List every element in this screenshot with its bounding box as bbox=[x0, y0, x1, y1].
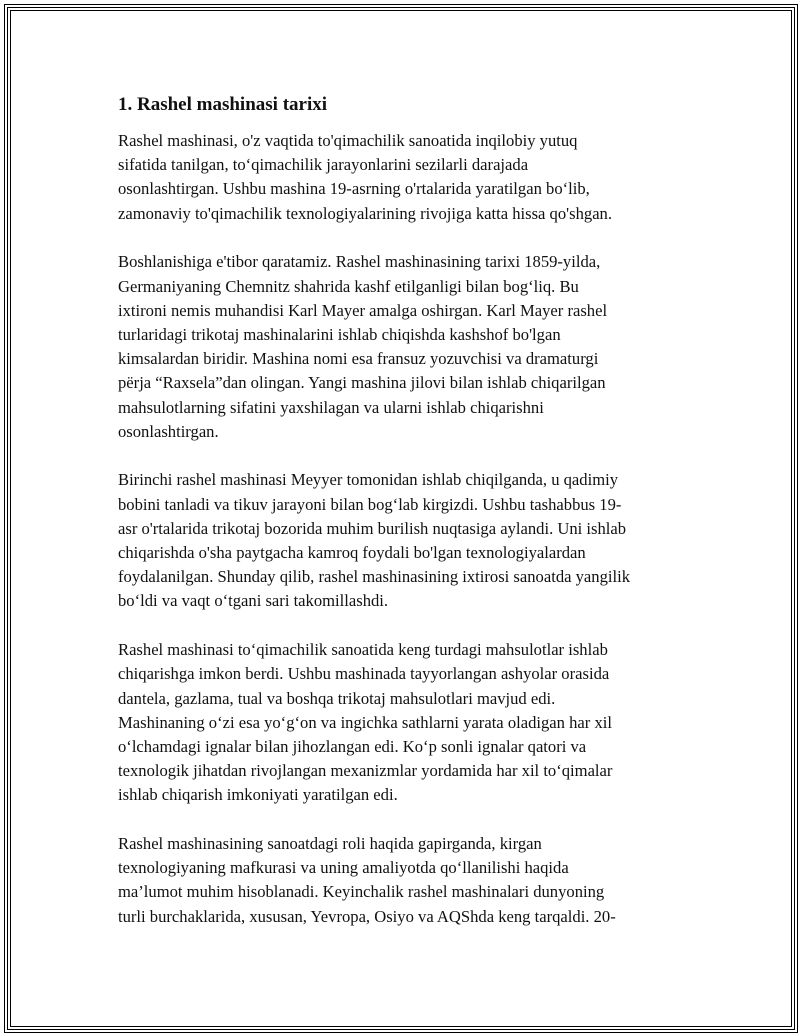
paragraph-5: Rashel mashinasining sanoatdagi roli haqida gapirganda, kirgan texnologiyaning mafkurasi va uning amaliyotda qo‘llanilishi haqida ma’lumot muhim hisoblanadi. Keyinchalik rashel mashinalari dunyoning turli burchaklarida, xususan, Yevropa, Osiyo va AQShda keng tarqaldi. 20- bbox=[118, 834, 616, 926]
section-heading: 1. Rashel mashinasi tarixi bbox=[118, 94, 328, 115]
paragraph-4: Rashel mashinasi to‘qimachilik sanoatida keng turdagi mahsulotlar ishlab chiqarishga imkon berdi. Ushbu mashinada tayyorlangan ashyolar orasida dantela, gazlama, tual va boshqa trikotaj mahsulotlari mavjud edi. Mashinaning o‘zi esa yo‘g‘on va ingichka sathlarni yarata oladigan har xil o‘lchamdagi ignalar bilan jihozlangan edi. Ko‘p sonli ignalar qatori va texnologik jihatdan rivojlangan mexanizmlar yordamida har xil to‘qimalar ishlab chiqarish imkoniyati yaratilgan edi. bbox=[118, 640, 613, 805]
document-body bbox=[118, 92, 698, 953]
paragraph-2: Boshlanishiga e'tibor qaratamiz. Rashel mashinasining tarixi 1859-yilda, Germaniyaning Chemnitz shahrida kashf etilganligi bilan bog‘liq. Bu ixtironi nemis muhandisi Karl Mayer amalga oshirgan. Karl Mayer rashel turlaridagi trikotaj mashinalarini ishlab chiqishda kashshof bo'lgan kimsalardan biridir. Mashina nomi esa fransuz yozuvchisi va dramaturgi pёrja “Raxsela”dan olingan. Yangi mashina jilovi bilan ishlab chiqarilgan mahsulotlarning sifatini yaxshilagan va ularni ishlab chiqarishni osonlashtirgan. bbox=[118, 252, 608, 441]
paragraph-1: Rashel mashinasi, o'z vaqtida to'qimachilik sanoatida inqilobiy yutuq sifatida tanilgan, to‘qimachilik jarayonlarini sezilarli darajada osonlashtirgan. Ushbu mashina 19-asrning o'rtalarida yaratilgan bo‘lib, zamonaviy to'qimachilik texnologiyalarining rivojiga katta hissa qo'shgan. bbox=[118, 131, 613, 223]
paragraph-3: Birinchi rashel mashinasi Meyyer tomonidan ishlab chiqilganda, u qadimiy bobini tanladi va tikuv jarayoni bilan bog‘lab kirgizdi. Ushbu tashabbus 19- asr o'rtalarida trikotaj bozorida muhim burilish nuqtasiga aylandi. Uni ishlab chiqarishda o'sha paytgacha kamroq foydali bo'lgan texnologiyalardan foydalanilgan. Shunday qilib, rashel mashinasining ixtirosi sanoatda yangilik bo‘ldi va vaqt o‘tgani sari takomillashdi. bbox=[118, 470, 631, 611]
